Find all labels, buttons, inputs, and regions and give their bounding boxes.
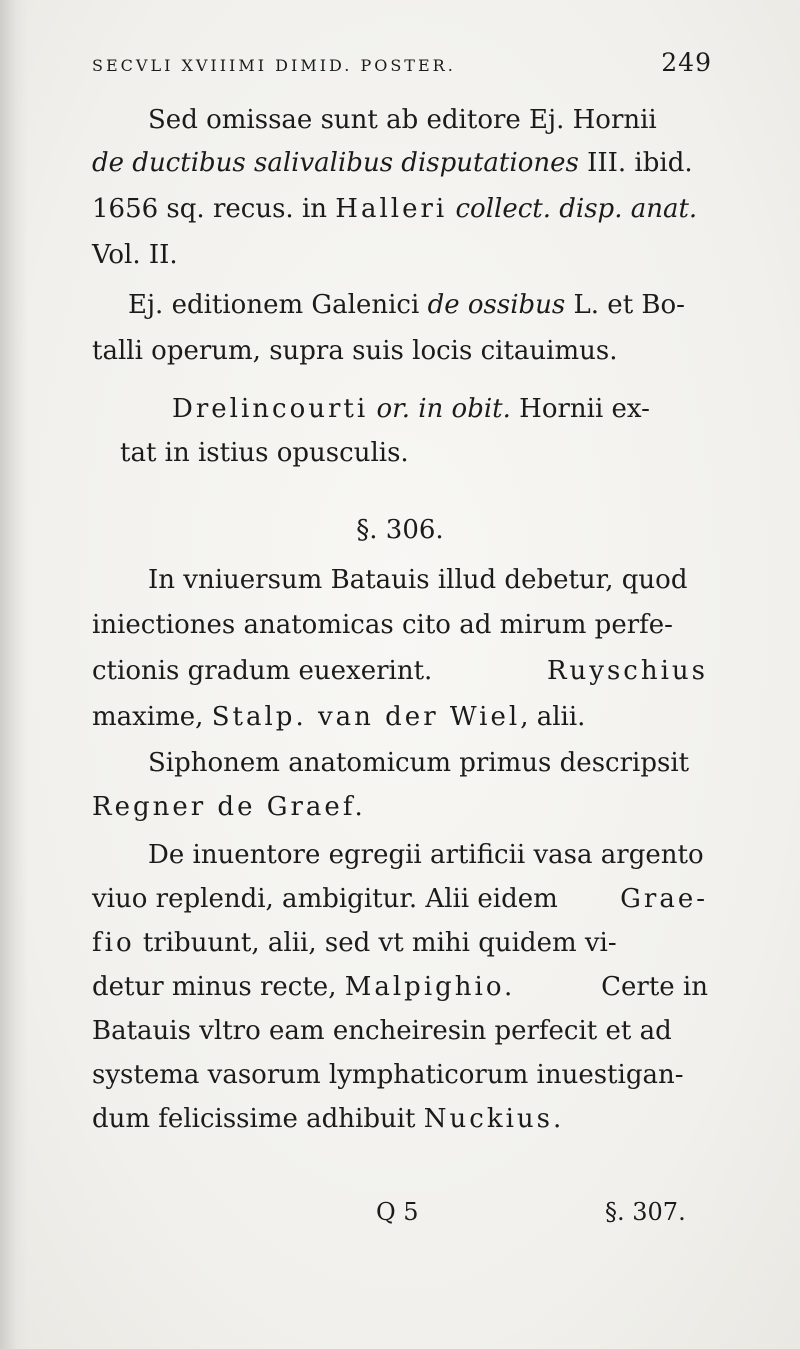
text-line bbox=[92, 148, 708, 178]
italic-title: or. in obit. bbox=[368, 394, 511, 424]
text-span: tribuunt, alii, sed vt mihi quidem vi- bbox=[134, 928, 617, 958]
text-span: dum felicissime adhibuit bbox=[92, 1104, 424, 1134]
section-heading: §. 306. bbox=[356, 515, 444, 545]
text-line: In vniuersum Batauis illud debetur, quod bbox=[148, 565, 688, 595]
text-line: Sed omissae sunt ab editore Ej. Hornii bbox=[148, 105, 657, 135]
text-line: De inuentore egregii artificii vasa argento bbox=[148, 840, 704, 870]
text-line: systema vasorum lymphaticorum inuestigan- bbox=[92, 1060, 684, 1090]
text-span: Certe in bbox=[601, 972, 708, 1002]
text-span: Hornii ex- bbox=[510, 394, 650, 424]
text-span: L. et Bo- bbox=[565, 290, 685, 320]
text-span: maxime, bbox=[92, 702, 212, 732]
text-line: Siphonem anatomicum primus descripsit bbox=[148, 748, 690, 778]
text-span: 1656 sq. recus. in bbox=[92, 194, 336, 224]
author-name: Drelincourti bbox=[172, 394, 369, 424]
italic-title: collect. disp. anat. bbox=[447, 194, 698, 224]
italic-title: de ductibus salivalibus disputationes bbox=[92, 148, 579, 178]
text-line bbox=[92, 1104, 564, 1134]
text-line: Batauis vltro eam encheiresin perfecit et ad bbox=[92, 1016, 672, 1046]
italic-title: de ossibus bbox=[427, 290, 566, 320]
text-line: iniectiones anatomicas cito ad mirum perfe- bbox=[92, 610, 673, 640]
author-name: Nuckius. bbox=[423, 1104, 565, 1134]
text-line bbox=[92, 656, 708, 686]
text-line bbox=[128, 290, 708, 320]
text-line bbox=[92, 972, 708, 1002]
page-number: 249 bbox=[661, 48, 712, 77]
page-gutter-shadow bbox=[0, 0, 28, 1349]
author-name: Stalp. van der Wiel bbox=[211, 702, 521, 732]
text-span: , alii. bbox=[520, 702, 586, 732]
running-title: SECVLI XVIIIMI DIMID. POSTER. bbox=[92, 56, 456, 75]
author-name: Grae- bbox=[620, 884, 708, 914]
text-span: ctionis gradum euexerint. bbox=[92, 656, 433, 686]
text-line bbox=[92, 702, 585, 732]
text-line bbox=[92, 194, 708, 224]
author-name: Malpighio. bbox=[344, 972, 516, 1002]
text-line bbox=[92, 884, 708, 914]
catchword: §. 307. bbox=[605, 1198, 686, 1226]
text-line: talli operum, supra suis locis citauimus. bbox=[92, 336, 618, 366]
text-span: Ej. editionem Galenici bbox=[128, 290, 428, 320]
text-span: viuo replendi, ambigitur. Alii eidem bbox=[92, 884, 558, 914]
text-line bbox=[92, 792, 366, 822]
author-name: Regner de Graef. bbox=[92, 792, 366, 822]
text-span: detur minus recte, bbox=[92, 972, 345, 1002]
text-line: Vol. II. bbox=[92, 240, 178, 270]
running-header bbox=[92, 48, 712, 82]
text-line bbox=[92, 928, 708, 958]
author-name: fio bbox=[92, 928, 135, 958]
text-line: tat in istius opusculis. bbox=[120, 438, 409, 468]
text-line bbox=[172, 394, 708, 424]
text-span: III. ibid. bbox=[578, 148, 693, 178]
author-name: Halleri bbox=[335, 194, 448, 224]
author-name: Ruyschius bbox=[546, 656, 708, 686]
signature-mark: Q 5 bbox=[376, 1198, 419, 1226]
